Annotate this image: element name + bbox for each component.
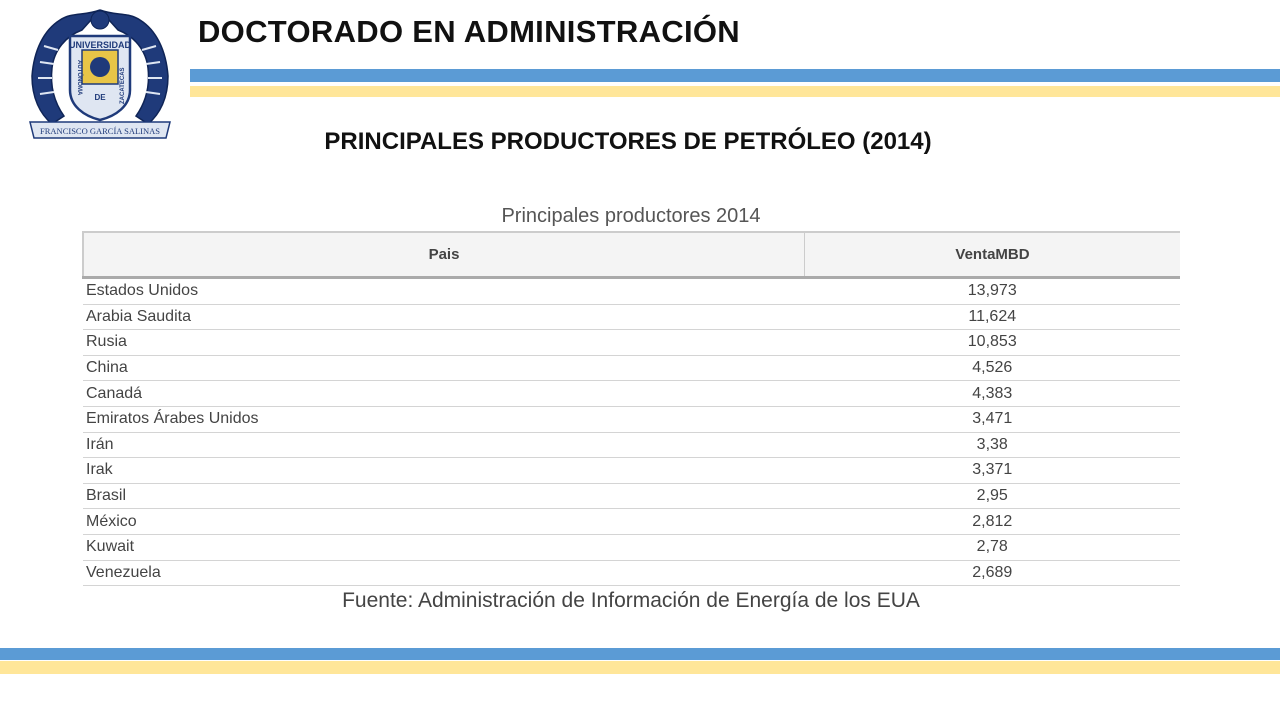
cell-pais: Brasil [83,483,805,509]
table-row [83,560,1180,586]
cell-pais: Emiratos Árabes Unidos [83,406,805,432]
table-row [83,534,1180,560]
university-logo [24,6,176,146]
cell-pais: Estados Unidos [83,278,805,305]
table-caption: Principales productores 2014 [501,205,761,227]
cell-pais: Venezuela [83,560,805,586]
header-title: DOCTORADO EN ADMINISTRACIÓN [198,14,740,49]
table-row [83,483,1180,509]
cell-venta: 10,853 [805,330,1181,356]
table-row [83,304,1180,330]
cell-venta: 2,689 [805,560,1181,586]
svg-text:ZACATECAS: ZACATECAS [120,67,126,104]
table-header-row [83,232,1180,278]
cell-pais: México [83,509,805,535]
header-accent-bar-yellow [190,86,1280,97]
cell-pais: Rusia [83,330,805,356]
footer-accent-bar-yellow [0,661,1280,674]
column-header-pais: Pais [83,232,805,278]
cell-pais: Irak [83,458,805,484]
svg-text:FRANCISCO GARCÍA SALINAS: FRANCISCO GARCÍA SALINAS [40,126,160,136]
table-row [83,406,1180,432]
cell-venta: 11,624 [805,304,1181,330]
source-note: Fuente: Administración de Información de Energía de los EUA [342,589,920,612]
column-header-venta: VentaMBD [805,232,1181,278]
producers-table [82,231,1180,586]
cell-pais: China [83,355,805,381]
table-row [83,432,1180,458]
table-row [83,330,1180,356]
svg-text:UNIVERSIDAD: UNIVERSIDAD [68,40,132,50]
cell-venta: 4,383 [805,381,1181,407]
cell-venta: 2,78 [805,534,1181,560]
table-row [83,355,1180,381]
cell-pais: Arabia Saudita [83,304,805,330]
header-accent-bar-blue [190,69,1280,82]
slide-title: PRINCIPALES PRODUCTORES DE PETRÓLEO (2014) [324,128,932,155]
svg-text:AUTÓNOMA: AUTÓNOMA [76,60,82,96]
cell-pais: Irán [83,432,805,458]
cell-pais: Kuwait [83,534,805,560]
table-row [83,458,1180,484]
table-row [83,381,1180,407]
table-row [83,509,1180,535]
svg-text:DE: DE [94,93,106,102]
footer-accent-bar-blue [0,648,1280,660]
cell-venta: 3,38 [805,432,1181,458]
table-row [83,278,1180,305]
cell-pais: Canadá [83,381,805,407]
cell-venta: 2,812 [805,509,1181,535]
cell-venta: 13,973 [805,278,1181,305]
cell-venta: 2,95 [805,483,1181,509]
cell-venta: 3,471 [805,406,1181,432]
cell-venta: 4,526 [805,355,1181,381]
cell-venta: 3,371 [805,458,1181,484]
